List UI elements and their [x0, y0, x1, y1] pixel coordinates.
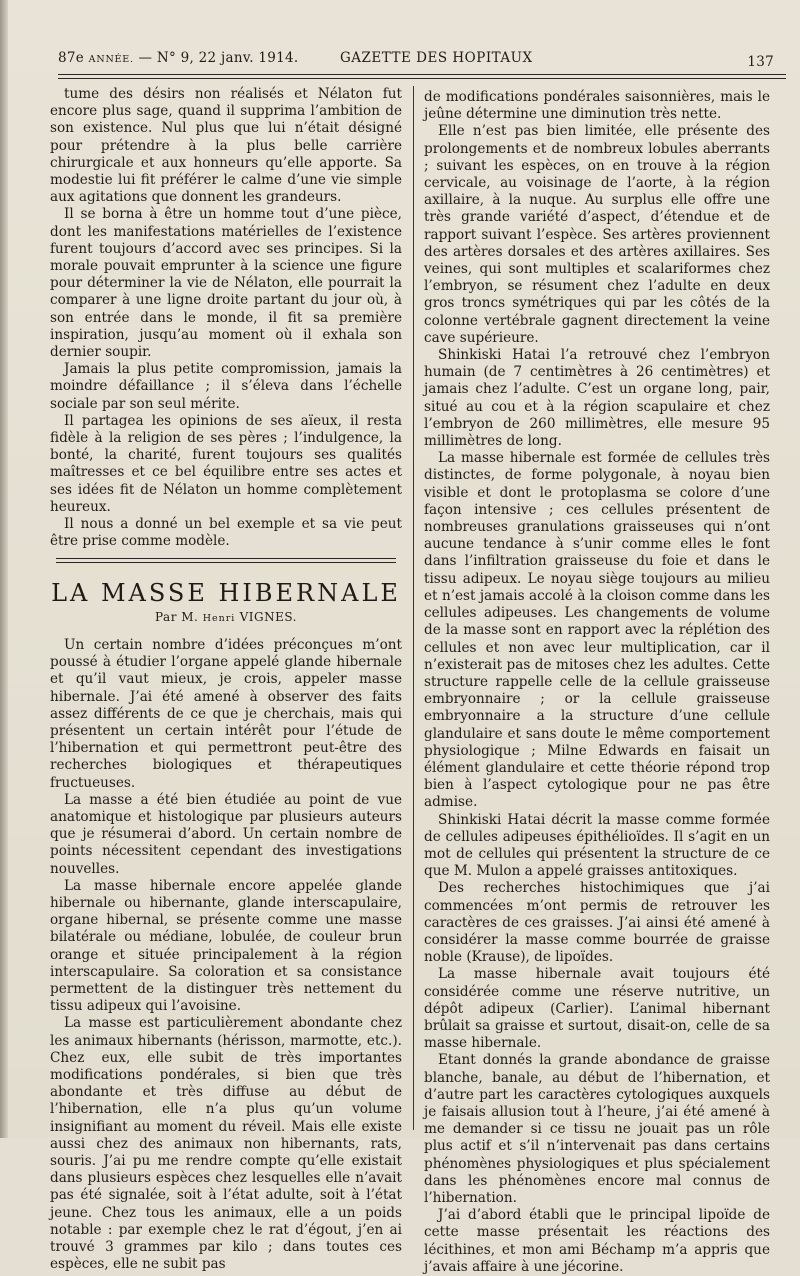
article-title: LA MASSE HIBERNALE — [51, 579, 401, 608]
paragraph: Elle n’est pas bien limitée, elle présente des prolongements et de nombreux lobules aberrants ; suivant les espèces, on en trouve à la région cervicale, au voisinage de l’aorte, à la région axillaire, à la nuque. Au surplus elle offre une très grande variété d’aspect, d’étendue et de rapport suivant l’espèce. Ses artères proviennent des artères dorsales et des artères axillaires. Ses veines, qui sont multiples et scalariformes chez l’embryon, se résument chez l’adulte en deux gros troncs symétriques qui par les côtés de la colonne vertébrale gagnent directement la veine cave supérieure. — [424, 123, 770, 346]
issue-number-date: — N° 9, 22 janv. 1914. — [138, 50, 299, 66]
paragraph: Un certain nombre d’idées préconçues m’ont poussé à étudier l’organe appelé glande hibernale et qu’il vaut mieux, je crois, appeler masse hibernale. J’ai été amené à observer des faits assez différents de ce que je cherchais, mais qui présentent un certain intérêt pour l’étude de l’hibernation et qui permettront peut-être des recherches biologiques et thérapeutiques fructueuses. — [50, 636, 402, 791]
right-column-article-body — [424, 123, 770, 1276]
paragraph: La masse hibernale est formée de cellules très distinctes, de forme polygonale, à noyau bien visible et dont le protoplasma se colore d’une façon intensive ; ces cellules présentent de nombreuses granulations graisseuses qui n’ont aucune tendance à s’unir comme elles le font dans l’infiltration graisseuse du foie et dans le tissu adipeux. Le noyau siège toujours au milieu et n’est jamais accolé à la cloison comme dans les cellules adipeuses. Les changements de volume de la masse sont en rapport avec la réplétion des cellules et non avec leur multiplication, car il n’existerait pas de mitoses chez les adultes. Cette structure rappelle celle de la cellule graisseuse embryonnaire ; or la cellule graisseuse embryonnaire a la structure d’une cellule glandulaire et sans doute le même comportement physiologique ; Milne Edwards en faisait un élément glandulaire et cette théorie répond trop bien à l’aspect cytologique pour ne pas être admise. — [424, 450, 770, 811]
paragraph: Shinkiski Hatai décrit la masse comme formée de cellules adipeuses épithélioïdes. Il s’agit en un mot de cellules qui présentent la structure de ce que M. Mulon a appelé graisses antitoxiques. — [424, 811, 770, 880]
article-byline — [50, 609, 402, 627]
byline-last-name: VIGNES. — [239, 609, 297, 624]
header-rule-thin — [58, 78, 786, 79]
page-header — [58, 46, 782, 70]
paragraph: Il nous a donné un bel exemple et sa vie peut être prise comme modèle. — [50, 516, 402, 550]
column-divider — [413, 86, 414, 1130]
issue-year-suffix: ANNÉE. — [88, 54, 134, 65]
paragraph: La masse hibernale avait toujours été considérée comme une réserve nutritive, un dépôt adipeux (Carlier). L’animal hibernant brûlait sa graisse et surtout, disait-on, celle de sa masse hibernale. — [424, 966, 770, 1052]
paragraph: Des recherches histochimiques que j’ai commencées m’ont permis de retrouver les caractères de ces graisses. J’ai ainsi été amené à considérer la masse comme bourrée de graisse noble (Krause), de lipoïdes. — [424, 880, 770, 966]
paragraph: Shinkiski Hatai l’a retrouvé chez l’embryon humain (de 7 centimètres à 26 centimètres) et jamais chez l’adulte. C’est un organe long, pair, situé au cou et à la région scapulaire et chez l’embryon de 260 millimètres, elle mesure 95 millimètres de long. — [424, 347, 770, 450]
header-rule-thick — [58, 74, 786, 75]
paragraph: La masse hibernale encore appelée glande hibernale ou hibernante, glande interscapulaire, organe hibernal, se présente comme une masse bilatérale ou médiane, lobulée, de couleur brun orange et située principalement à la région interscapulaire. Sa coloration et sa consistance permettent de la distinguer très nettement du tissu adipeux qui l’avoisine. — [50, 877, 402, 1015]
left-column-article-body — [50, 637, 402, 1274]
paragraph: Il partagea les opinions de ses aïeux, il resta fidèle à la religion de ses pères ; l’indulgence, la bonté, la charité, furent toujours ses qualités maîtresses et ce bel équilibre entre ses actes et ses idées fit de Nélaton un homme complètement heureux. — [50, 412, 402, 515]
right-column — [424, 89, 770, 1276]
article-separator-thin — [56, 562, 396, 563]
paragraph: Il se borna à être un homme tout d’une pièce, dont les manifestations matérielles de l’existence furent toujours d’accord avec ses principes. Si la morale pouvait emprunter à la science une figure pour déterminer la vie de Nélaton, elle pourrait la comparer à une ligne droite partant du jour où, à son entrée dans le monde, il fit sa première inspiration, jusqu’au moment où il exhala son dernier soupir. — [50, 206, 402, 361]
paragraph: Jamais la plus petite compromission, jamais la moindre défaillance ; il s’éleva dans l’échelle sociale par son seul mérite. — [50, 361, 402, 412]
article-separator-thick — [56, 558, 396, 559]
continued-line: de modifications pondérales saisonnières, mais le jeûne détermine une diminution très nette. — [424, 89, 770, 123]
byline-first-name: Henri — [202, 612, 236, 624]
paragraph: Etant donnés la grande abondance de graisse blanche, banale, au début de l’hibernation, et d’autre part les caractères cytologiques auxquels je faisais allusion tout à l’heure, j’ai été amené à me demander si ce tissu ne jouait pas un rôle plus actif et s’il n’intervenait pas dans certains phénomènes physiologiques et plus spécialement dans les phénomènes encore mal connus de l’hibernation. — [424, 1052, 770, 1206]
byline-prefix: Par M. — [155, 609, 199, 624]
paragraph: J’ai d’abord établi que le principal lipoïde de cette masse présentait les réactions des lécithines, et mon ami Béchamp m’a appris que j’avais affaire à une jécorine. — [424, 1207, 770, 1275]
paragraph: tume des désirs non réalisés et Nélaton fut encore plus sage, quand il supprima l’ambition de son existence. Nul plus que lui n’était désigné pour prétendre à la plus belle carrière chirurgicale et aux honneurs qu’elle apporte. Sa modestie lui fit préférer le calme d’une vie simple aux agitations que donnent les grandeurs. — [50, 86, 402, 206]
issue-info — [58, 50, 299, 66]
journal-title: GAZETTE DES HOPITAUX — [340, 50, 533, 66]
page-number: 137 — [747, 54, 774, 70]
paragraph: La masse est particulièrement abondante chez les animaux hibernants (hérisson, marmotte, etc.). Chez eux, elle subit de très importantes modifications pondérales, si bien que très abondante et très diffuse au début de l’hibernation, elle n’a plus qu’un volume insignifiant au moment du réveil. Mais elle existe aussi chez des animaux non hibernants, rats, souris. J’ai pu me rendre compte qu’elle existait dans plusieurs espèces chez lesquelles elle n’avait pas été signalée, soit à l’état adulte, soit à l’état jeune. Chez tous les animaux, elle a un poids notable : par exemple chez le rat d’égout, j’en ai trouvé 3 grammes par kilo ; dans toutes ces espèces, elle ne subit pas — [50, 1015, 402, 1273]
left-column-previous-article — [50, 86, 402, 550]
page-binding-edge — [0, 0, 8, 1138]
issue-year: 87e — [58, 50, 85, 66]
left-column — [50, 86, 402, 1273]
paragraph: La masse a été bien étudiée au point de vue anatomique et histologique par plusieurs auteurs que je résumerai d’abord. Un certain nombre de points nécessitent cependant des investigations nouvelles. — [50, 791, 402, 877]
